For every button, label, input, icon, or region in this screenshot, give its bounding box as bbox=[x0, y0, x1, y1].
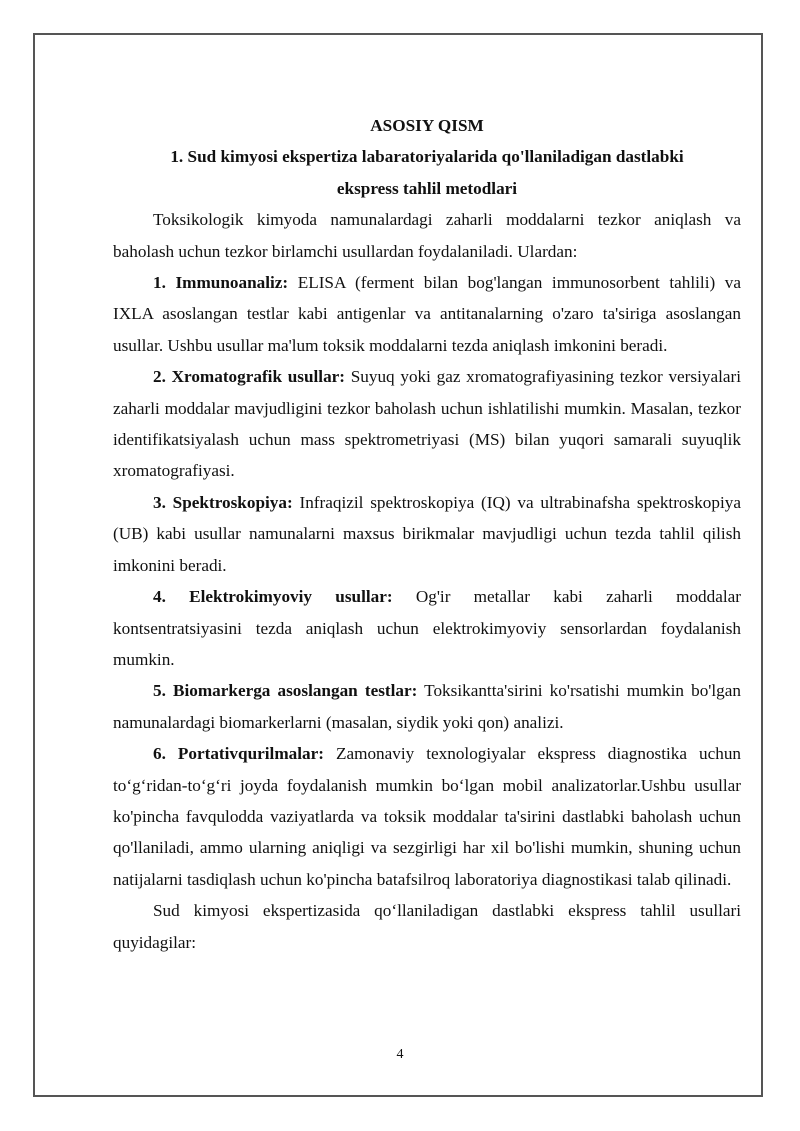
chapter-title-line-2: ekspress tahlil metodlari bbox=[336, 178, 518, 198]
item-label: 5. Biomarkerga asoslangan testlar: bbox=[153, 681, 418, 701]
item-immunoanaliz bbox=[113, 267, 741, 361]
closing-paragraph: Sud kimyosi ekspertizasida qo‘llaniladigan dastlabki ekspress tahlil usullari quyidagilar: bbox=[113, 901, 741, 952]
item-text: ELISA (ferment bilan bog'langan immunosorbent tahlili) va IXLA asoslangan testlar kabi antigenlar va antitanalarning o'zaro ta'siriga asoslangan usullar. Ushbu usullar ma'lum toksik moddalarni tezda aniqlash imkonini beradi. bbox=[113, 273, 741, 355]
item-spektroskopiya bbox=[113, 487, 741, 581]
intro-paragraph: Toksikologik kimyoda namunalardagi zaharli moddalarni tezkor aniqlash va baholash uchun tezkor birlamchi usullardan foydalaniladi. Ulardan: bbox=[113, 210, 741, 261]
item-text: Zamonaviy texnologiyalar ekspress diagnostika uchun to‘g‘ridan-to‘g‘ri joyda foydalanish mumkin bo‘lgan mobil analizatorlar.Ushbu usullar ko'pincha favqulodda vaziyatlarda va toksik moddalar ta'sirini dastlabki baholash uchun qo'llaniladi, ammo ularning aniqligi va sezgirligi har xil bo'lishi mumkin, shuning uchun natijalarni tasdiqlash uchun ko'pincha batafsilroq laboratoriya diagnostikasi talab qilinadi. bbox=[113, 744, 742, 889]
item-label: 3. Spektroskopiya: bbox=[153, 492, 293, 512]
item-label: 6. Portativqurilmalar: bbox=[153, 744, 324, 764]
chapter-title-line-1: 1. Sud kimyosi ekspertiza labaratoriyalarida qo'llaniladigan dastlabki bbox=[170, 147, 684, 167]
item-label: 2. Xromatografik usullar: bbox=[153, 367, 346, 387]
item-xromatografik-usullar bbox=[113, 361, 741, 487]
item-label: 4. Elektrokimyoviy usullar: bbox=[153, 587, 393, 607]
item-text: Infraqizil spektroskopiya (IQ) va ultrabinafsha spektroskopiya (UB) kabi usullar namunalarni maxsus birikmalar mavjudligi uchun tezda tahlil qilish imkonini beradi. bbox=[113, 492, 741, 575]
item-text: Og'ir metallar kabi zaharli moddalar kontsentratsiyasini tezda aniqlash uchun elektrokimyoviy sensorlardan foydalanish mumkin. bbox=[113, 587, 741, 669]
page-number: 4 bbox=[396, 1047, 404, 1062]
item-elektrokimyoviy-usullar bbox=[113, 581, 741, 675]
item-portativ-qurilmalar bbox=[113, 738, 741, 895]
section-title: ASOSIY QISM bbox=[370, 116, 484, 135]
item-text: Suyuq yoki gaz xromatografiyasining tezkor versiyalari zaharli moddalar mavjudligini tezkor baholash uchun ishlatilishi mumkin. Masalan, tezkor identifikatsiyalash uchun mass spektrometriyasi (MS) bilan yuqori samarali suyuqlik xromatografiyasi. bbox=[113, 367, 741, 481]
item-text: Toksikantta'sirini ko'rsatishi mumkin bo'lgan namunalardagi biomarkerlarni (masalan, siydik yoki qon) analizi. bbox=[113, 681, 741, 732]
item-biomarker-testlar bbox=[113, 675, 741, 738]
item-label: 1. Immunoanaliz: bbox=[153, 273, 289, 293]
page-content bbox=[113, 110, 741, 958]
